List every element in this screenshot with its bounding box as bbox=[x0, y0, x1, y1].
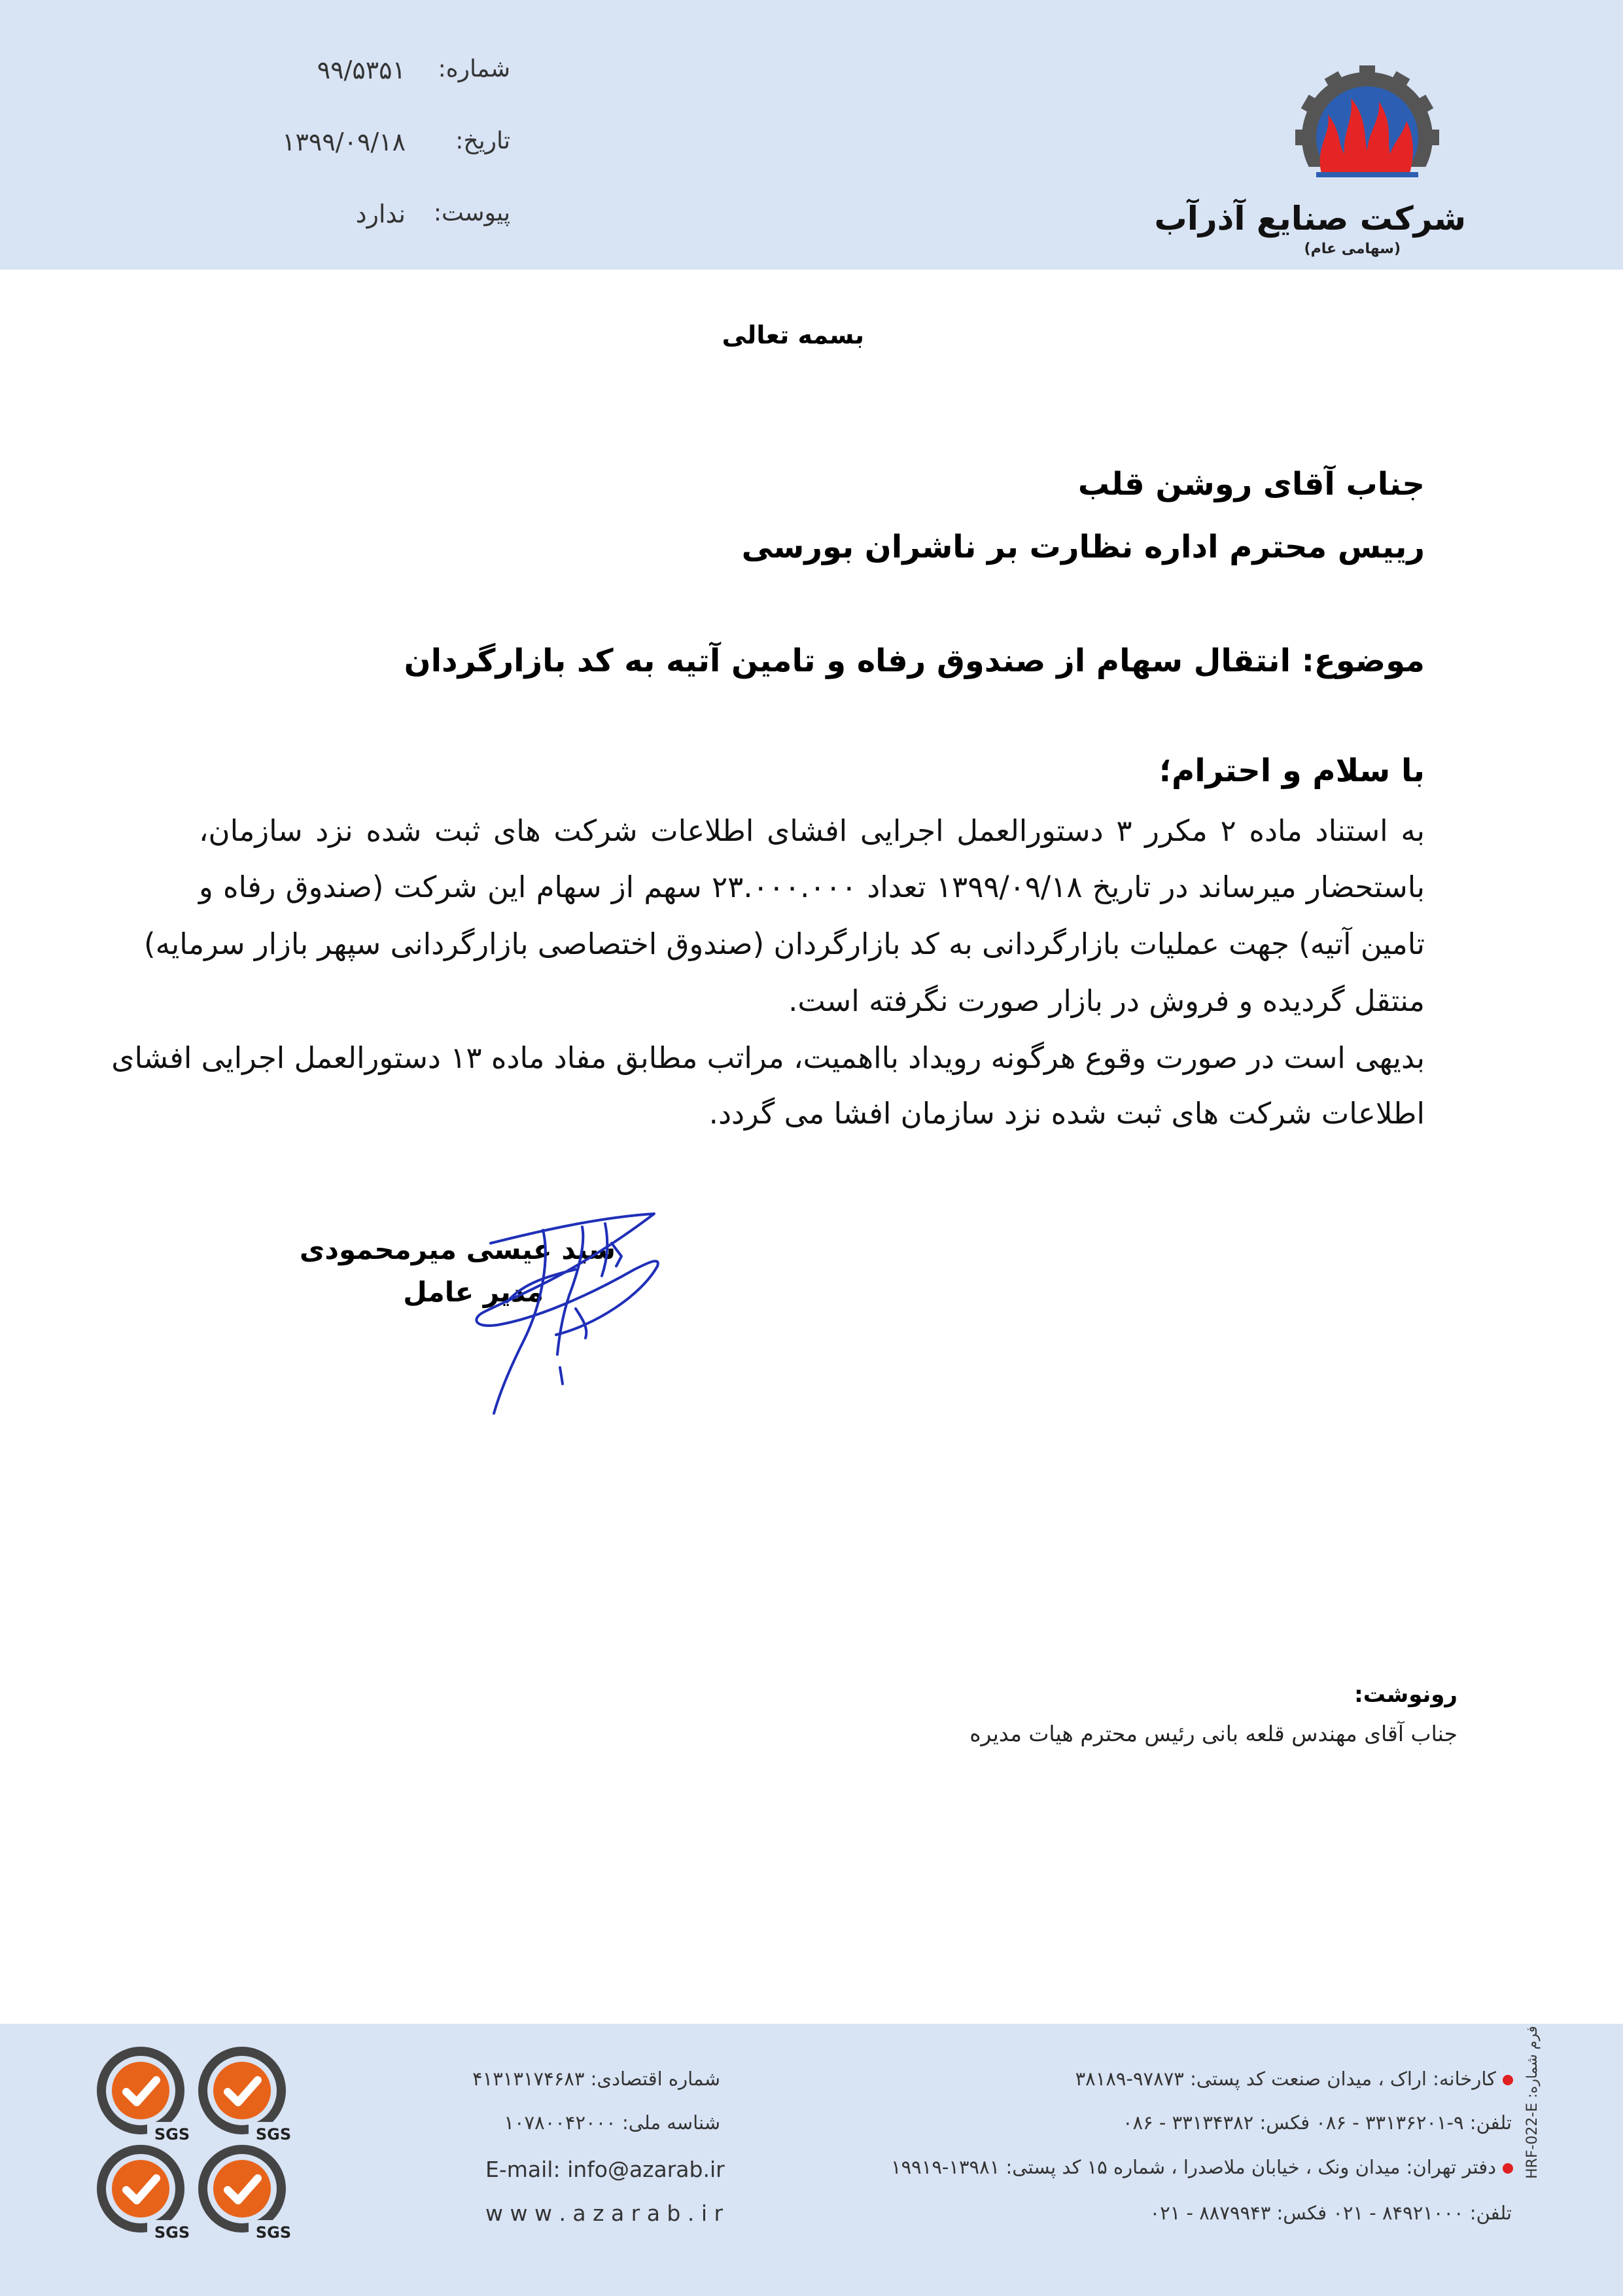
letter-number-value: ۹۹/۵۳۵۱ bbox=[317, 56, 406, 84]
recipient-name: جناب آقای روشن قلب bbox=[1077, 466, 1425, 503]
office-phone: تلفن: ۸۴۹۲۱۰۰۰ - ۰۲۱ فکس: ۸۸۷۹۹۴۳ - ۰۲۱ bbox=[1149, 2202, 1512, 2224]
economic-code: شماره اقتصادی: ۴۱۳۱۳۱۷۴۶۸۳ bbox=[472, 2068, 720, 2090]
sgs-label: SGS bbox=[255, 2223, 292, 2242]
cc-label: رونوشت: bbox=[1354, 1682, 1457, 1708]
body-line-3: تامین آتیه) جهت عملیات بازارگردانی به کد بازارگردان (صندوق اختصاصی بازارگردانی سپهر بازار سرمایه) bbox=[144, 927, 1425, 961]
letter-attachment-row bbox=[262, 200, 510, 232]
form-number: فرم شماره: HRF-022-E bbox=[1524, 2026, 1541, 2179]
bullet-icon bbox=[1503, 2075, 1513, 2085]
letter-number-label: شماره: bbox=[438, 56, 510, 82]
signer-title: مدیر عامل bbox=[403, 1276, 544, 1308]
gear-icon bbox=[1295, 65, 1439, 219]
greeting: با سلام و احترام؛ bbox=[1159, 752, 1425, 789]
letter-date-value: ۱۳۹۹/۰۹/۱۸ bbox=[282, 128, 406, 156]
cc-text: جناب آقای مهندس قلعه بانی رئیس محترم هیات مدیره bbox=[969, 1721, 1457, 1746]
factory-address-text: کارخانه: اراک ، میدان صنعت کد پستی: ۹۷۸۷۳-۳۸۱۸۹ bbox=[1075, 2068, 1496, 2090]
letter-date-label: تاریخ: bbox=[455, 128, 510, 154]
bullet-icon bbox=[1503, 2163, 1513, 2174]
recipient-title: رییس محترم اداره نظارت بر ناشران بورسی bbox=[741, 529, 1425, 565]
letter-date-row bbox=[262, 128, 510, 160]
certification-badge bbox=[196, 2045, 301, 2149]
email-link[interactable]: E-mail: info@azarab.ir bbox=[485, 2157, 725, 2182]
office-address-text: دفتر تهران: میدان ونک ، خیابان ملاصدرا ، شماره ۱۵ کد پستی: ۱۳۹۸۱-۱۹۹۱۹ bbox=[891, 2156, 1496, 2178]
sgs-label: SGS bbox=[154, 2125, 190, 2144]
handwritten-signature bbox=[445, 1204, 680, 1420]
factory-phone: تلفن: ۹-۳۳۱۳۶۲۰۱ - ۰۸۶ فکس: ۳۳۱۳۴۳۸۲ - ۰۸۶ bbox=[1122, 2111, 1512, 2134]
company-type: (سهامی عام) bbox=[1304, 241, 1401, 257]
body-line-6: اطلاعات شرکت های ثبت شده نزد سازمان افشا می گردد. bbox=[708, 1096, 1425, 1131]
letter-attachment-value: ندارد bbox=[355, 200, 406, 228]
certification-badge bbox=[196, 2143, 301, 2248]
office-address bbox=[891, 2156, 1513, 2178]
body-line-5: بدیهی است در صورت وقوع هرگونه رویداد بااهمیت، مراتب مطابق مفاد ماده ۱۳ دستورالعمل اجرایی افشای bbox=[111, 1040, 1425, 1075]
body-line-1: به استناد ماده ۲ مکرر ۳ دستورالعمل اجرایی افشای اطلاعات شرکت های ثبت شده نزد سازمان، bbox=[199, 813, 1425, 848]
invocation: بسمه تعالی bbox=[722, 321, 864, 349]
company-name: شرکت صنایع آذرآب bbox=[1154, 200, 1466, 238]
letter-subject: موضوع: انتقال سهام از صندوق رفاه و تامین آتیه به کد بازارگردان bbox=[404, 643, 1425, 679]
body-line-2: باستحضار میرساند در تاریخ ۱۳۹۹/۰۹/۱۸ تعداد ۲۳.۰۰۰.۰۰۰ سهم از سهام این شرکت (صندوق رفاه و bbox=[199, 870, 1425, 904]
signer-name: سید عیسی میرمحمودی bbox=[299, 1233, 616, 1265]
letter-attachment-label: پیوست: bbox=[433, 200, 510, 226]
sgs-label: SGS bbox=[154, 2223, 190, 2242]
certification-badge bbox=[95, 2045, 200, 2149]
letter-number-row bbox=[262, 56, 510, 88]
sgs-label: SGS bbox=[255, 2125, 292, 2144]
company-logo bbox=[1269, 62, 1465, 219]
factory-address bbox=[1075, 2068, 1513, 2090]
certification-badge bbox=[95, 2143, 200, 2248]
body-line-4: منتقل گردیده و فروش در بازار صورت نگرفته است. bbox=[788, 983, 1425, 1018]
national-id: شناسه ملی: ۱۰۷۸۰۰۴۲۰۰۰ bbox=[504, 2111, 720, 2134]
website-link[interactable]: w w w . a z a r a b . i r bbox=[485, 2200, 724, 2226]
